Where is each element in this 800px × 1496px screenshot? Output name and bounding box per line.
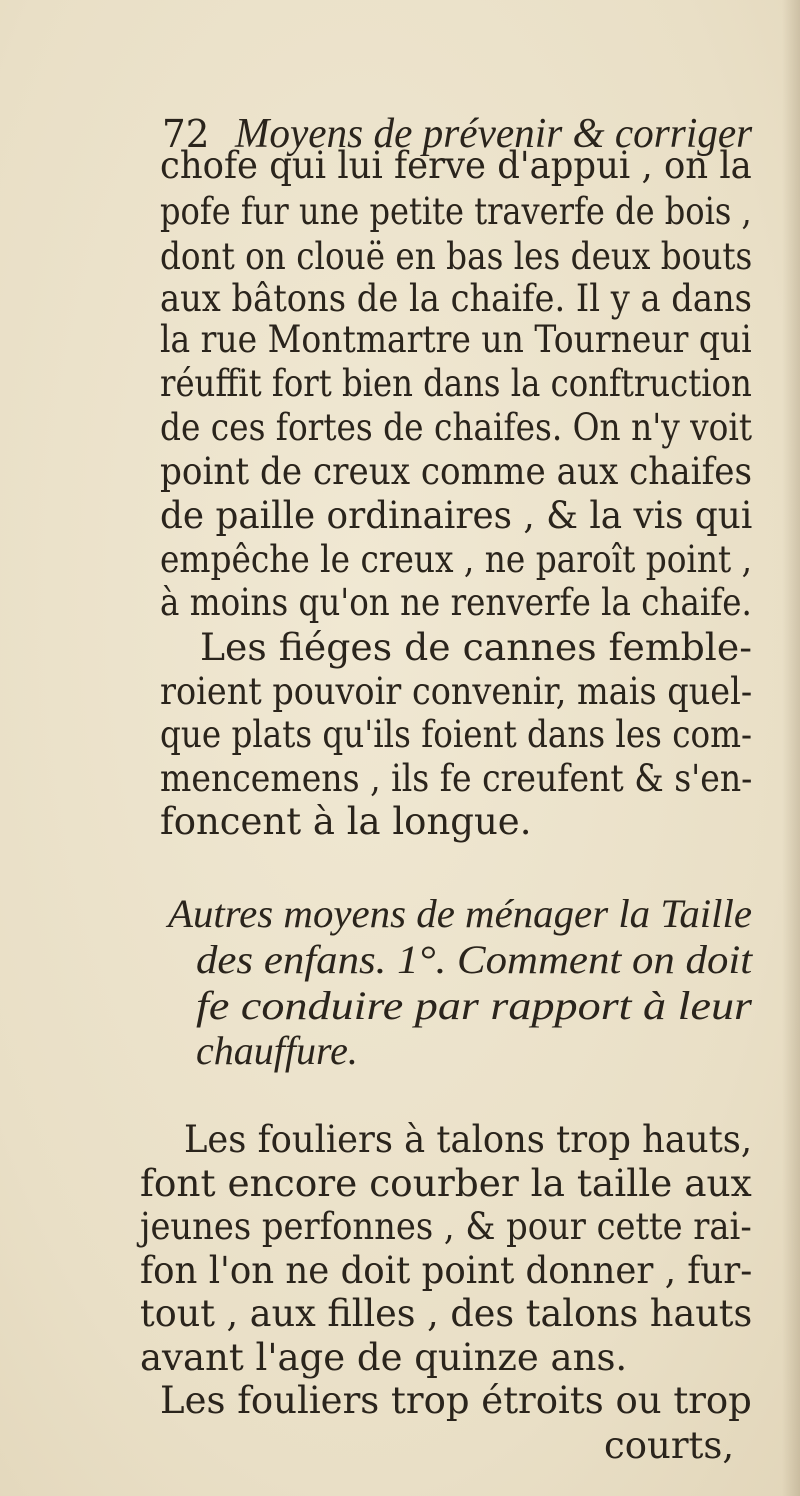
paragraph-2-line-5: foncent à la longue. <box>160 800 532 843</box>
paragraph-3-line-4: fon l'on ne doit point donner , fur- <box>140 1249 753 1292</box>
paragraph-1-line-4: aux bâtons de la chaife. Il y a dans <box>160 277 752 320</box>
paragraph-1-line-2: pofe fur une petite traverfe de bois , <box>160 190 752 233</box>
paragraph-3-line-6: avant l'age de quinze ans. <box>140 1336 628 1379</box>
catchword: courts, <box>604 1424 735 1467</box>
paragraph-1-line-10: empêche le creux , ne paroît point , <box>160 538 753 581</box>
paragraph-1-line-5: la rue Montmartre un Tourneur qui <box>160 318 752 361</box>
paragraph-3-line-1: Les fouliers à talons trop hauts, <box>184 1118 753 1161</box>
paragraph-1-line-11: à moins qu'on ne renverfe la chaife. <box>160 581 752 624</box>
page-number: 72 <box>162 112 210 156</box>
section-heading-line-2: des enfans. 1°. Comment on doit <box>196 937 753 982</box>
section-heading-line-4: chauffure. <box>196 1028 358 1073</box>
paragraph-4-line-1: Les fouliers trop étroits ou trop <box>160 1379 752 1422</box>
paragraph-3-line-5: tout , aux filles , des talons hauts <box>140 1292 753 1335</box>
paragraph-2-line-4: mencemens , ils fe creufent & s'en- <box>160 757 753 800</box>
paragraph-1-line-7: de ces fortes de chaifes. On n'y voit <box>160 406 753 449</box>
section-heading-line-3: fe conduire par rapport à leur <box>196 983 753 1028</box>
paragraph-1-line-6: réuffit fort bien dans la conftruction <box>160 362 752 405</box>
paragraph-2-line-1-text: Les fiéges de cannes femble- <box>200 626 752 669</box>
section-heading-line-1: Autres moyens de ménager la Taille <box>168 891 752 936</box>
paragraph-1-line-3: dont on clouë en bas les deux bouts <box>160 235 753 278</box>
paragraph-2-line-1 <box>200 626 752 669</box>
page-edge-shadow <box>782 0 800 1496</box>
paragraph-3-line-2: font encore courber la taille aux <box>140 1162 752 1205</box>
paragraph-2-line-2: roient pouvoir convenir, mais quel- <box>160 670 753 713</box>
paragraph-1-line-9: de paille ordinaires , & la vis qui <box>160 494 753 537</box>
paragraph-2-line-3: que plats qu'ils foient dans les com- <box>160 713 753 756</box>
paragraph-3-line-3: jeunes perfonnes , & pour cette rai- <box>140 1205 752 1248</box>
paragraph-1-line-8: point de creux comme aux chaifes <box>160 450 753 493</box>
running-title: Moyens de prévenir & corriger <box>235 111 753 157</box>
paragraph-1-line-1: chofe qui lui ferve d'appui , on la <box>160 144 752 187</box>
